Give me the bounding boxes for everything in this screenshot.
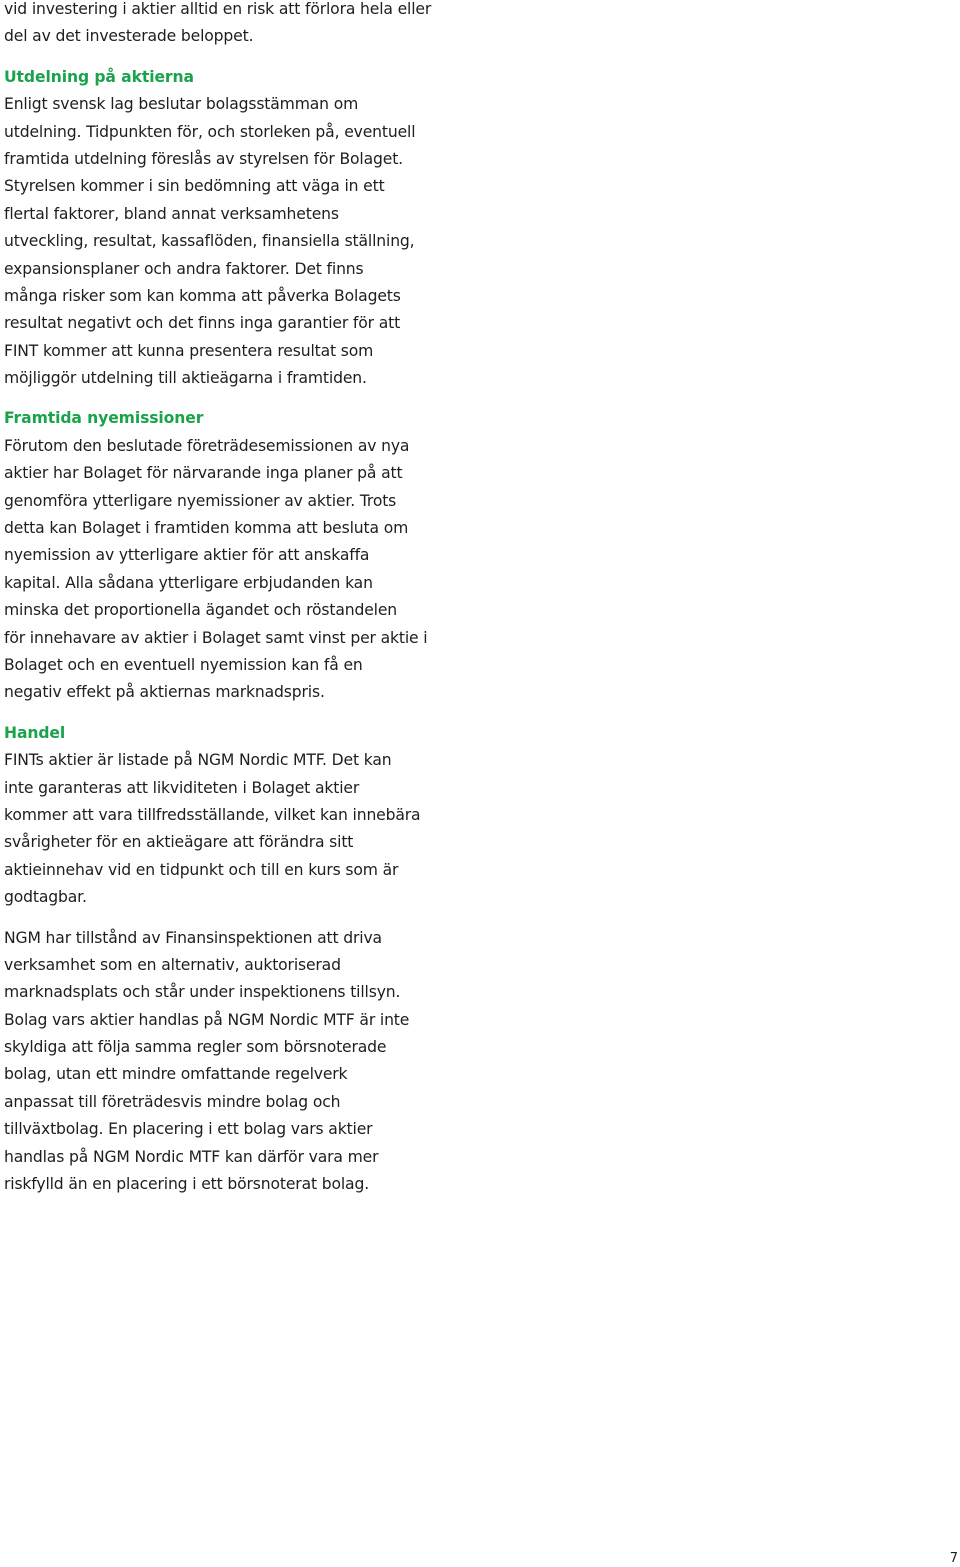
section-heading: Utdelning på aktierna <box>4 67 194 86</box>
text-line: aktieinnehav vid en tidpunkt och till en kurs som är <box>4 860 399 879</box>
text-line: nyemission av ytterligare aktier för att anskaffa <box>4 546 370 565</box>
text-line: negativ effekt på aktiernas marknadspris. <box>4 683 325 702</box>
text-line: del av det investerade beloppet. <box>4 27 254 46</box>
text-line: expansionsplaner och andra faktorer. Det finns <box>4 259 364 278</box>
text-line: kapital. Alla sådana ytterligare erbjudanden kan <box>4 573 373 592</box>
text-line: utveckling, resultat, kassaflöden, finansiella ställning, <box>4 232 415 251</box>
text-line: skyldiga att följa samma regler som börsnoterade <box>4 1038 387 1057</box>
text-line: inte garanteras att likviditeten i Bolaget aktier <box>4 778 360 797</box>
section-dividend <box>4 64 452 393</box>
text-line: Styrelsen kommer i sin bedömning att väga in ett <box>4 177 385 196</box>
section-heading: Handel <box>4 723 66 742</box>
text-line: anpassat till företrädesvis mindre bolag och <box>4 1092 341 1111</box>
page-number: 7 <box>949 1551 958 1566</box>
text-line: Bolag vars aktier handlas på NGM Nordic MTF är inte <box>4 1010 410 1029</box>
text-line: detta kan Bolaget i framtiden komma att besluta om <box>4 519 409 538</box>
text-line: FINT kommer att kunna presentera resultat som <box>4 341 374 360</box>
text-line: tillväxtbolag. En placering i ett bolag vars aktier <box>4 1120 373 1139</box>
intro-paragraph <box>4 0 452 51</box>
text-line: vid investering i aktier alltid en risk att förlora hela eller <box>4 0 432 18</box>
text-line: bolag, utan ett mindre omfattande regelverk <box>4 1065 348 1084</box>
text-line: kommer att vara tillfredsställande, vilket kan innebära <box>4 805 421 824</box>
section-future-issues <box>4 405 452 706</box>
text-line: Bolaget och en eventuell nyemission kan få en <box>4 655 363 674</box>
text-column <box>4 0 452 1198</box>
paragraph <box>4 433 452 707</box>
text-line: riskfylld än en placering i ett börsnoterat bolag. <box>4 1175 370 1194</box>
text-line: godtagbar. <box>4 888 87 907</box>
text-line: minska det proportionella ägandet och röstandelen <box>4 601 398 620</box>
text-line: genomföra ytterligare nyemissioner av aktier. Trots <box>4 491 397 510</box>
paragraph <box>4 747 452 911</box>
text-line: marknadsplats och står under inspektionens tillsyn. <box>4 983 401 1002</box>
text-line: verksamhet som en alternativ, auktoriserad <box>4 955 341 974</box>
text-line: svårigheter för en aktieägare att förändra sitt <box>4 833 354 852</box>
text-line: flertal faktorer, bland annat verksamhetens <box>4 204 339 223</box>
section-trading <box>4 720 452 1199</box>
text-line: för innehavare av aktier i Bolaget samt vinst per aktie i <box>4 628 428 647</box>
paragraph <box>4 91 452 392</box>
text-line: aktier har Bolaget för närvarande inga planer på att <box>4 464 403 483</box>
text-line: handlas på NGM Nordic MTF kan därför vara mer <box>4 1147 379 1166</box>
text-line: Enligt svensk lag beslutar bolagsstämman om <box>4 95 359 114</box>
section-heading: Framtida nyemissioner <box>4 409 204 428</box>
text-line: framtida utdelning föreslås av styrelsen för Bolaget. <box>4 149 403 168</box>
text-line: NGM har tillstånd av Finansinspektionen att driva <box>4 928 382 947</box>
paragraph <box>4 925 452 1199</box>
text-line: FINTs aktier är listade på NGM Nordic MTF. Det kan <box>4 751 392 770</box>
text-line: många risker som kan komma att påverka Bolagets <box>4 286 401 305</box>
text-line: resultat negativt och det finns inga garantier för att <box>4 314 401 333</box>
text-line: utdelning. Tidpunkten för, och storleken på, eventuell <box>4 122 416 141</box>
text-line: Förutom den beslutade företrädesemissionen av nya <box>4 436 410 455</box>
text-line: möjliggör utdelning till aktieägarna i framtiden. <box>4 369 367 388</box>
